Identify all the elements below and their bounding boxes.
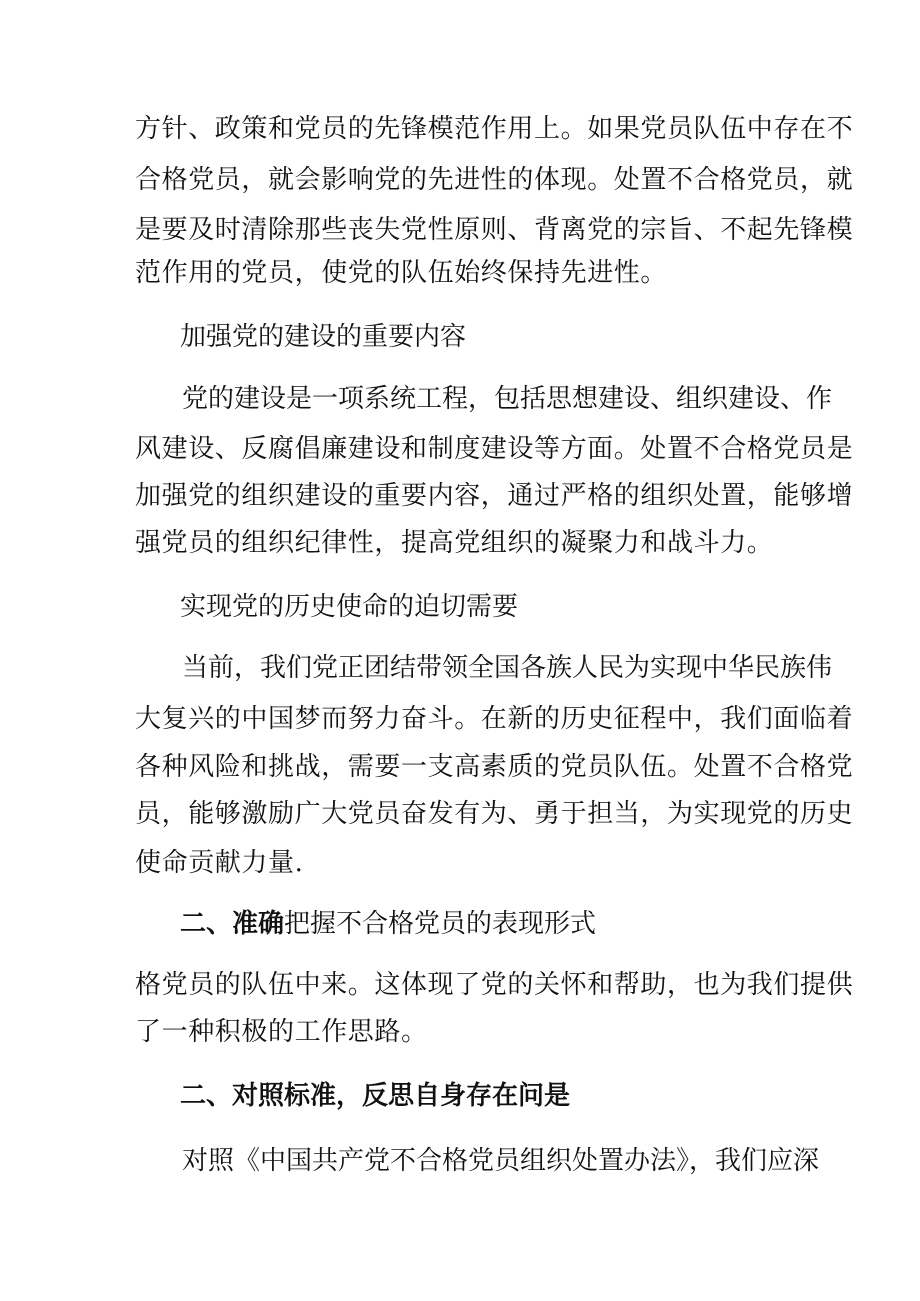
heading-3-prefix: 二、: [180, 909, 233, 939]
paragraph-2-line-4: 强党员的组织纪律性，提高党组织的凝聚力和战斗力。: [135, 528, 774, 558]
section-heading-4: 二、对照标准，反思自身存在问是: [180, 1081, 571, 1111]
section-heading-1: 加强党的建设的重要内容: [180, 322, 467, 352]
paragraph-1-line-3: 是要及时清除那些丧失党性原则、背离党的宗旨、不起先锋模: [135, 215, 854, 245]
paragraph-3-line-3: 各种风险和挑战，需要一支高素质的党员队伍。处置不合格党: [135, 752, 854, 782]
paragraph-1-line-4: 范作用的党员，使党的队伍始终保持先进性。: [135, 258, 668, 288]
heading-3-bold-part: 准确: [232, 909, 285, 939]
paragraph-3-line-2: 大复兴的中国梦而努力奋斗。在新的历史征程中，我们面临着: [135, 704, 854, 734]
paragraph-1-line-2: 合格党员，就会影响党的先进性的体现。处置不合格党员，就: [135, 165, 854, 195]
paragraph-2-line-3: 加强党的组织建设的重要内容，通过严格的组织处置，能够增: [135, 481, 854, 511]
paragraph-4-line-2: 了一种积极的工作思路。: [135, 1017, 428, 1047]
paragraph-4-line-1: 格党员的队伍中来。这体现了党的关怀和帮助，也为我们提供: [135, 970, 854, 1000]
section-heading-3: [180, 907, 920, 941]
paragraph-3-line-4: 员，能够激励广大党员奋发有为、勇于担当，为实现党的历史: [135, 799, 854, 829]
paragraph-3-line-5: 使命贡献力量.: [135, 848, 304, 878]
paragraph-5-line-1: 对照《中国共产党不合格党员组织处置办法》，我们应深: [182, 1146, 820, 1176]
section-heading-2: 实现党的历史使命的迫切需要: [180, 592, 519, 622]
paragraph-1-line-1: 方针、政策和党员的先锋模范作用上。如果党员队伍中存在不: [135, 114, 854, 144]
paragraph-3-line-1: 当前，我们党正团结带领全国各族人民为实现中华民族伟: [182, 653, 833, 683]
paragraph-2-line-1: 党的建设是一项系统工程，包括思想建设、组织建设、作: [182, 384, 833, 414]
heading-3-rest: 把握不合格党员的表现形式: [284, 909, 597, 939]
paragraph-2-line-2: 风建设、反腐倡廉建设和制度建设等方面。处置不合格党员是: [135, 434, 854, 464]
